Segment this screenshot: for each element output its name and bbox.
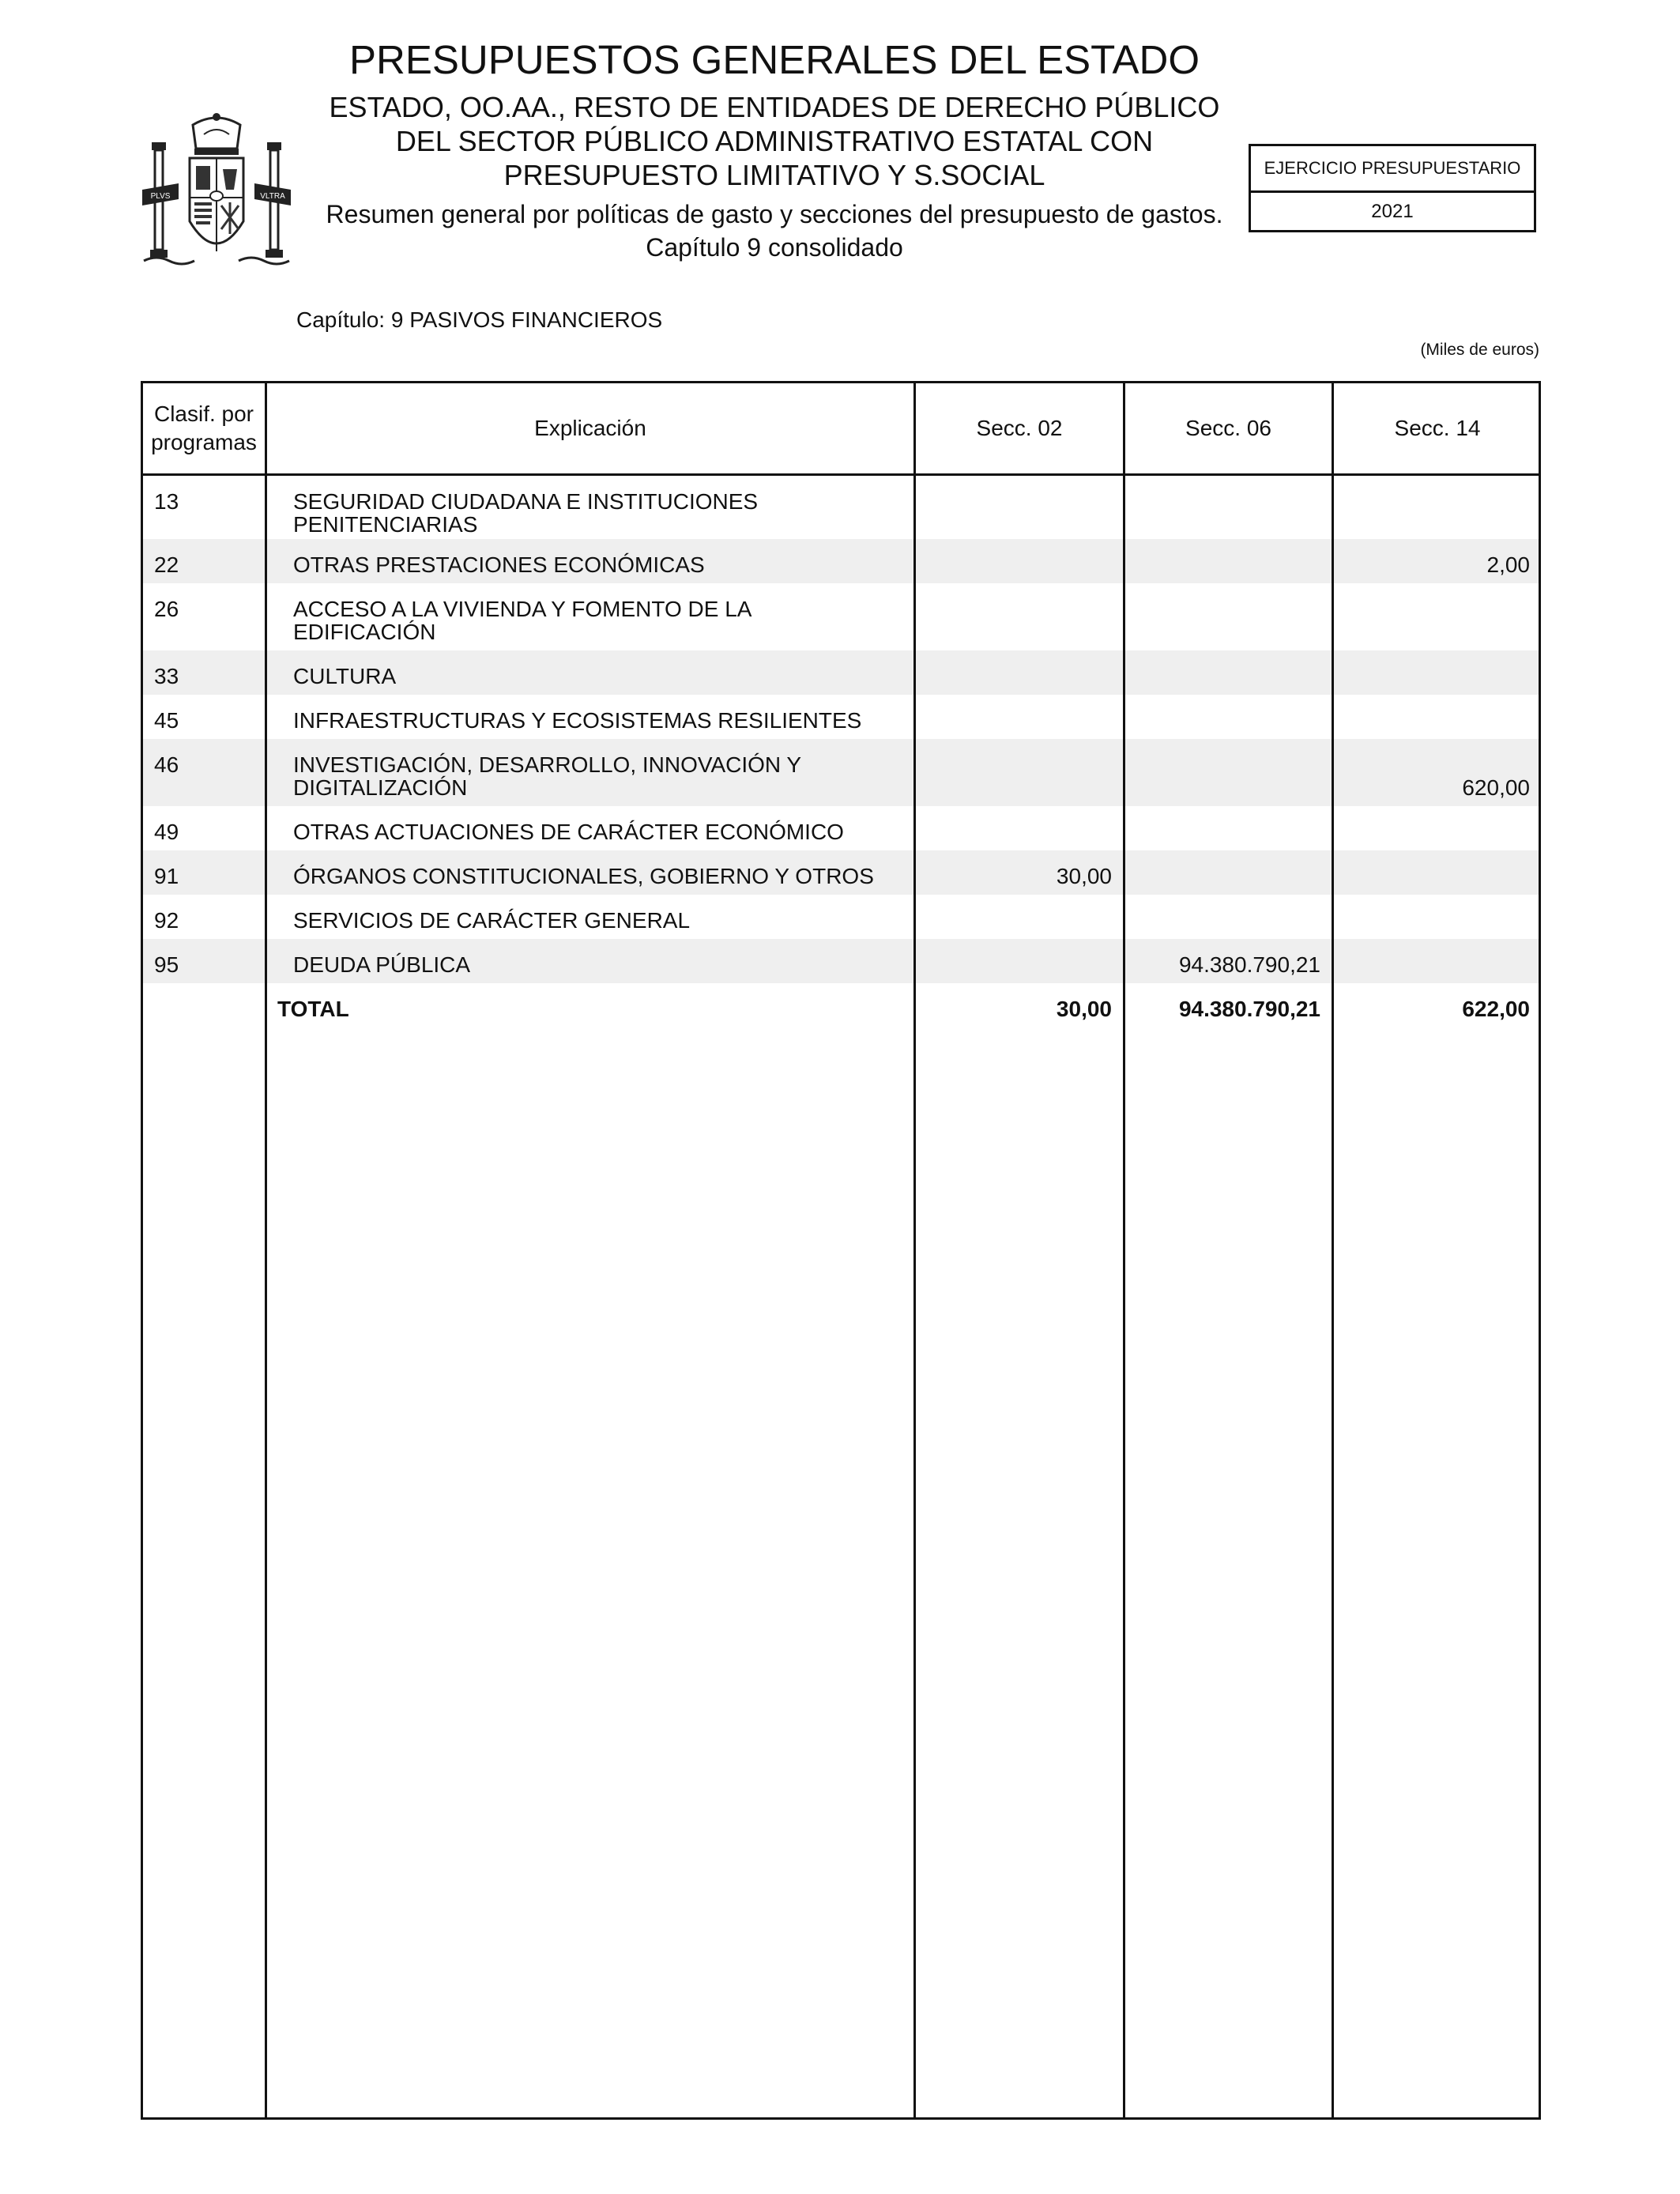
cell-secc-14: 2,00	[1486, 552, 1530, 577]
cell-code: 22	[154, 552, 179, 577]
cell-code: 33	[154, 664, 179, 688]
chapter-title: Capítulo: 9 PASIVOS FINANCIEROS	[296, 307, 663, 332]
units-note: (Miles de euros)	[1420, 341, 1539, 359]
page-title: PRESUPUESTOS GENERALES DEL ESTADO	[348, 37, 1200, 82]
cell-explicacion: SERVICIOS DE CARÁCTER GENERAL	[293, 908, 691, 933]
cell-code: 49	[154, 820, 179, 844]
subtitle-line: PRESUPUESTO LIMITATIVO Y S.SOCIAL	[503, 159, 1045, 191]
cell-code: 46	[154, 752, 179, 777]
cell-code: 26	[154, 597, 179, 621]
cell-explicacion: ÓRGANOS CONSTITUCIONALES, GOBIERNO Y OTROS	[293, 864, 874, 888]
total-secc-02: 30,00	[1056, 997, 1112, 1021]
cell-code: 45	[154, 708, 179, 733]
cell-explicacion: ACCESO A LA VIVIENDA Y FOMENTO DE LA EDIFICACIÓN	[293, 597, 752, 644]
cell-explicacion: DEUDA PÚBLICA	[293, 952, 471, 977]
subtitle-line: ESTADO, OO.AA., RESTO DE ENTIDADES DE DERECHO PÚBLICO	[329, 91, 1220, 123]
budget-table	[141, 381, 1541, 2120]
table-row	[143, 695, 1539, 739]
column-divider	[1332, 383, 1334, 2117]
cell-code: 92	[154, 908, 179, 933]
cell-secc-06: 94.380.790,21	[1178, 952, 1320, 977]
table-row	[143, 650, 1539, 695]
cell-code: 13	[154, 489, 179, 514]
cell-explicacion: OTRAS ACTUACIONES DE CARÁCTER ECONÓMICO	[293, 820, 844, 844]
cell-code: 95	[154, 952, 179, 977]
fiscal-year-label: EJERCICIO PRESUPUESTARIO	[1251, 146, 1534, 193]
subtitle-line: DEL SECTOR PÚBLICO ADMINISTRATIVO ESTATAL CON	[395, 125, 1154, 157]
page-subtitle	[284, 90, 1264, 192]
column-divider	[913, 383, 916, 2117]
header-explicacion: Explicación	[534, 416, 646, 440]
header-divider	[143, 473, 1539, 476]
cell-code: 91	[154, 864, 179, 888]
table-row	[143, 806, 1539, 850]
table-row	[143, 850, 1539, 895]
cell-secc-14: 620,00	[1462, 775, 1530, 800]
table-row	[143, 476, 1539, 539]
fiscal-year-box	[1249, 144, 1536, 232]
table-row	[143, 539, 1539, 583]
cell-explicacion: SEGURIDAD CIUDADANA E INSTITUCIONES PENITENCIARIAS	[293, 489, 759, 537]
header-secc-02: Secc. 02	[976, 416, 1063, 440]
cell-explicacion: INFRAESTRUCTURAS Y ECOSISTEMAS RESILIENTES	[293, 708, 862, 733]
logo-text-plus: PLVS	[150, 192, 171, 201]
total-label: TOTAL	[277, 997, 349, 1021]
header-secc-06: Secc. 06	[1185, 416, 1271, 440]
table-row	[143, 939, 1539, 983]
total-row	[143, 983, 1539, 1027]
coat-of-arms-icon	[141, 111, 292, 269]
cell-secc-02: 30,00	[1056, 864, 1112, 888]
cell-explicacion: CULTURA	[293, 664, 397, 688]
description-line: Capítulo 9 consolidado	[646, 233, 903, 262]
header-clasif: Clasif. por programas	[151, 401, 257, 454]
fiscal-year-value: 2021	[1371, 201, 1414, 222]
column-divider	[265, 383, 267, 2117]
cell-explicacion: INVESTIGACIÓN, DESARROLLO, INNOVACIÓN Y DIGITALIZACIÓN	[293, 752, 802, 800]
table-row	[143, 895, 1539, 939]
table-row	[143, 583, 1539, 650]
report-description	[284, 198, 1264, 264]
total-secc-14: 622,00	[1462, 997, 1530, 1021]
header-secc-14: Secc. 14	[1394, 416, 1481, 440]
cell-explicacion: OTRAS PRESTACIONES ECONÓMICAS	[293, 552, 705, 577]
column-divider	[1123, 383, 1125, 2117]
total-secc-06: 94.380.790,21	[1178, 997, 1320, 1021]
description-line: Resumen general por políticas de gasto y secciones del presupuesto de gastos.	[326, 200, 1223, 228]
table-row	[143, 739, 1539, 806]
logo-text-ultra: VLTRA	[260, 192, 285, 201]
